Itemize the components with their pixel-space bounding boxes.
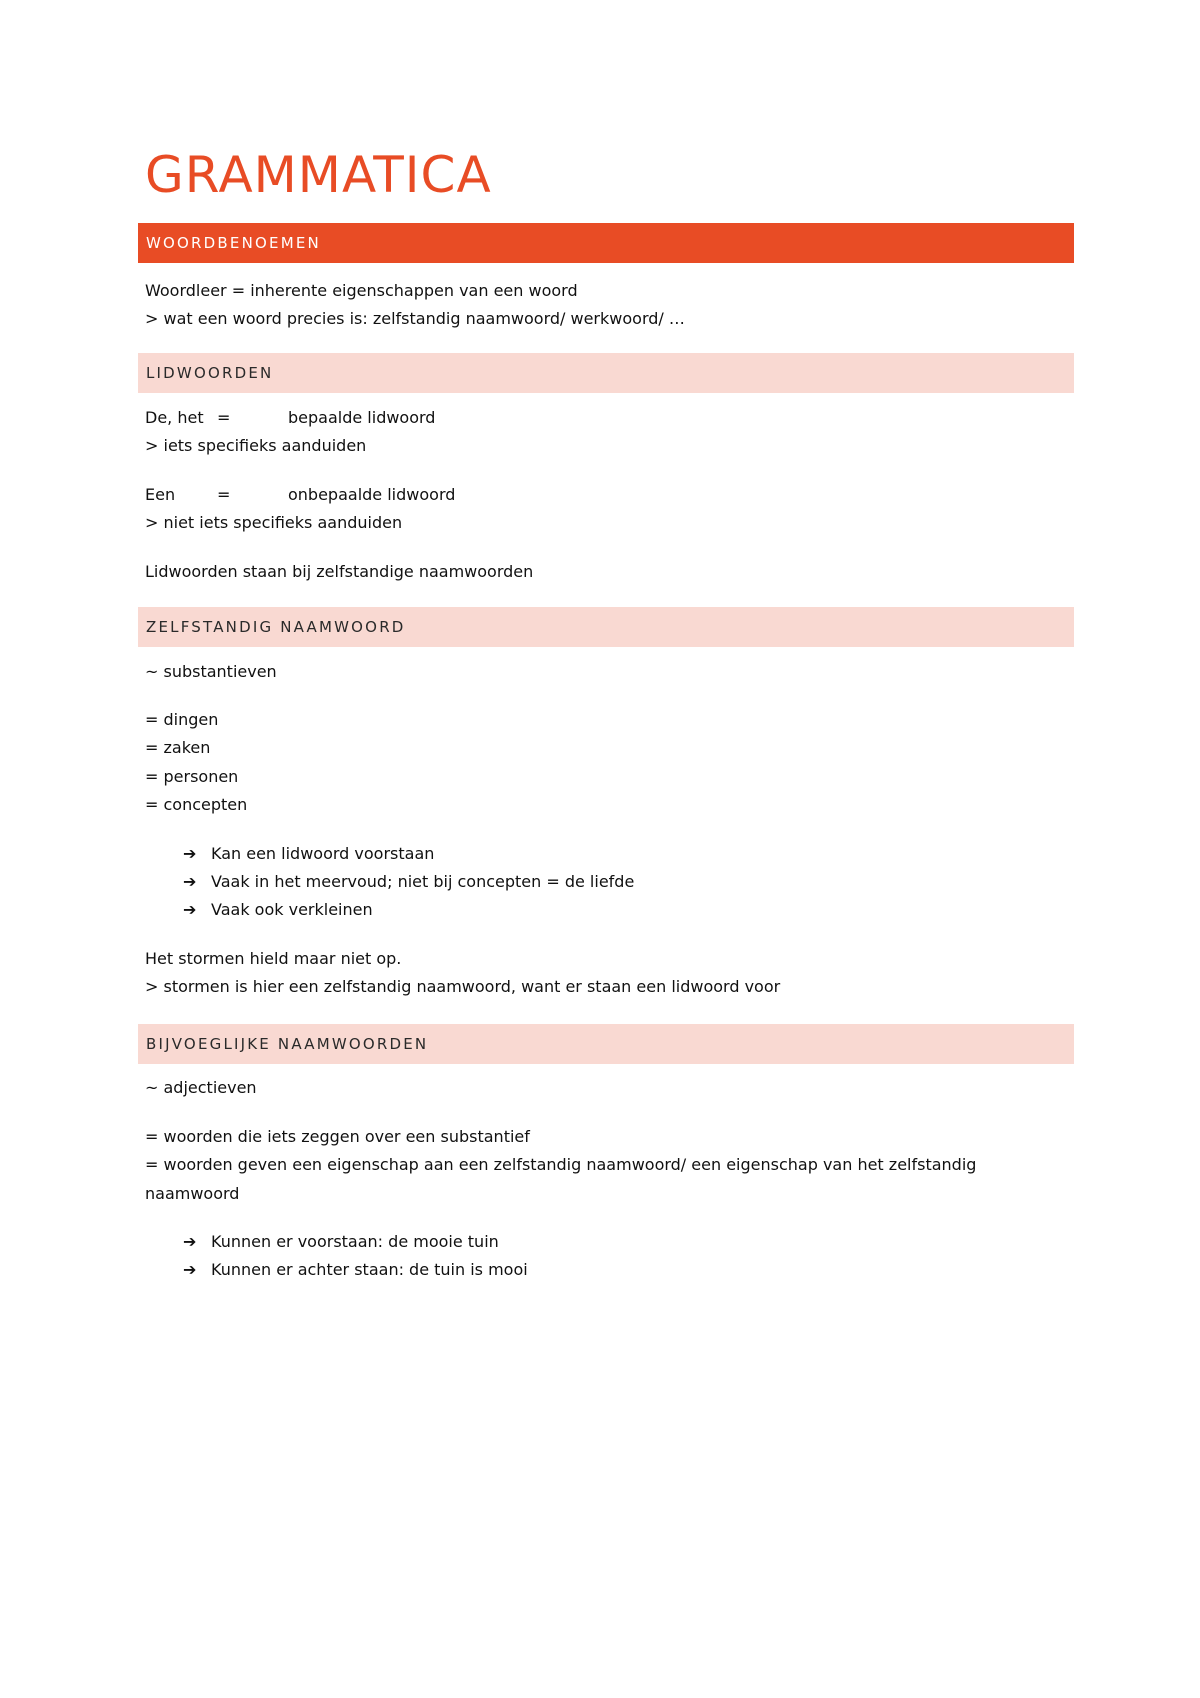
- arrow-bullet: [183, 899, 373, 921]
- definition-note: > iets specifieks aanduiden: [145, 436, 367, 455]
- bullet-text: Kunnen er achter staan: de tuin is mooi: [211, 1260, 528, 1279]
- definition-note: > niet iets specifieks aanduiden: [145, 513, 403, 532]
- definition-equals: =: [217, 408, 231, 427]
- meaning-line: = woorden die iets zeggen over een substantief: [145, 1127, 530, 1146]
- synonym-line: ~ substantieven: [145, 662, 277, 681]
- arrow-bullet: [183, 843, 434, 865]
- meaning-line: = dingen: [145, 710, 219, 729]
- meaning-line: = personen: [145, 767, 239, 786]
- definition-equals: =: [217, 485, 231, 504]
- meaning-line: = concepten: [145, 795, 248, 814]
- bullet-text: Vaak in het meervoud; niet bij concepten = de liefde: [211, 872, 635, 891]
- body-line: Lidwoorden staan bij zelfstandige naamwoorden: [145, 562, 534, 581]
- arrow-bullet: [183, 871, 634, 893]
- definition-value: bepaalde lidwoord: [288, 408, 436, 427]
- arrow-bullet: [183, 1231, 499, 1253]
- meaning-line: = zaken: [145, 738, 211, 757]
- definition-term: Een: [145, 485, 176, 504]
- bullet-text: Vaak ook verkleinen: [211, 900, 373, 919]
- meaning-line-continued: naamwoord: [145, 1184, 240, 1203]
- bullet-text: Kunnen er voorstaan: de mooie tuin: [211, 1232, 499, 1251]
- section-heading-bijvoeglijke-naamwoorden: BIJVOEGLIJKE NAAMWOORDEN: [138, 1024, 1074, 1064]
- bullet-text: Kan een lidwoord voorstaan: [211, 844, 435, 863]
- arrow-right-icon: ➔: [183, 900, 197, 919]
- section-heading-zelfstandig-naamwoord: ZELFSTANDIG NAAMWOORD: [138, 607, 1074, 647]
- body-line: > wat een woord precies is: zelfstandig naamwoord/ werkwoord/ …: [145, 309, 685, 328]
- arrow-right-icon: ➔: [183, 844, 197, 863]
- body-line: Woordleer = inherente eigenschappen van een woord: [145, 281, 578, 300]
- section-heading-lidwoorden: LIDWOORDEN: [138, 353, 1074, 393]
- definition-value: onbepaalde lidwoord: [288, 485, 456, 504]
- example-line: Het stormen hield maar niet op.: [145, 949, 402, 968]
- arrow-right-icon: ➔: [183, 1232, 197, 1251]
- arrow-bullet: [183, 1259, 528, 1281]
- document-title: GRAMMATICA: [145, 146, 492, 204]
- definition-term: De, het: [145, 408, 204, 427]
- meaning-line: = woorden geven een eigenschap aan een zelfstandig naamwoord/ een eigenschap van het zelfstandig: [145, 1155, 977, 1174]
- synonym-line: ~ adjectieven: [145, 1078, 257, 1097]
- arrow-right-icon: ➔: [183, 1260, 197, 1279]
- example-note: > stormen is hier een zelfstandig naamwoord, want er staan een lidwoord voor: [145, 977, 781, 996]
- arrow-right-icon: ➔: [183, 872, 197, 891]
- section-heading-woordbenoemen: WOORDBENOEMEN: [138, 223, 1074, 263]
